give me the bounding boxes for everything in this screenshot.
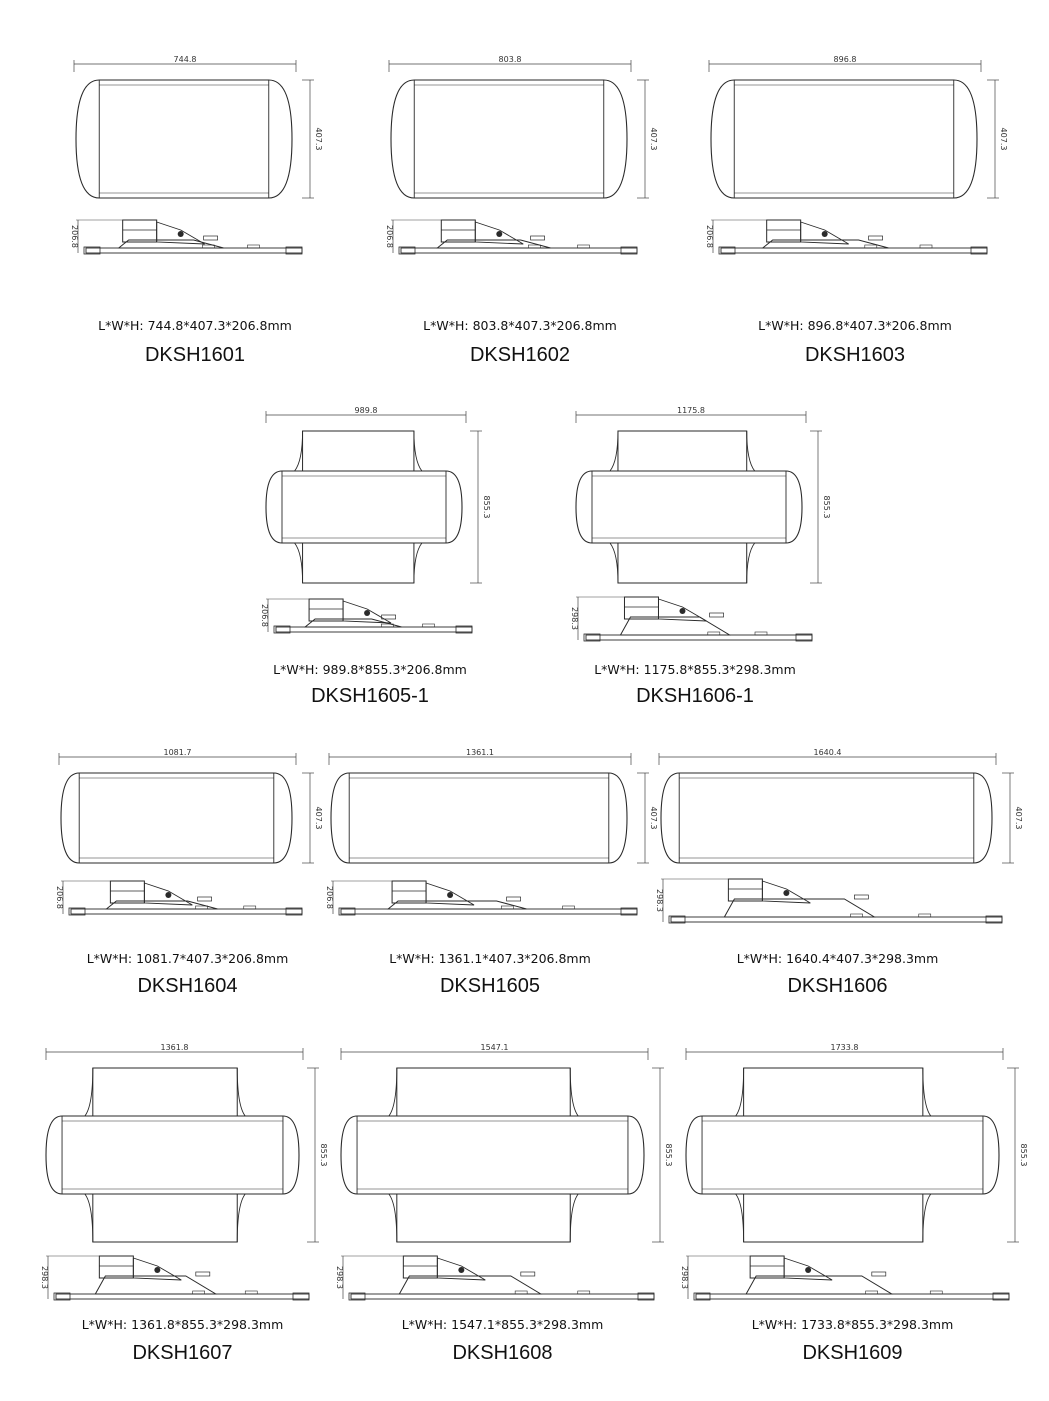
dksh1608-body-outline [341, 1116, 644, 1194]
dksh1605-1-dimensions: L*W*H: 989.8*855.3*206.8mm [273, 662, 467, 677]
dksh1606-1-bottom-arm [618, 543, 747, 583]
dksh1606-driver-box [728, 879, 762, 901]
dksh1607-mount-bolt [154, 1267, 160, 1273]
dksh1609-length-label: 1733.8 [830, 1043, 859, 1052]
dksh1607-driver-box [99, 1256, 133, 1278]
dksh1606-rail-clip-2 [919, 914, 931, 917]
dksh1606-1-rail-clip-2 [755, 632, 767, 635]
dksh1603-length-label: 896.8 [833, 55, 857, 64]
dksh1607-length-label: 1361.8 [160, 1043, 189, 1052]
dksh1604-model: DKSH1604 [137, 975, 238, 997]
dksh1606-1-height-label: 298.3 [570, 607, 579, 630]
dksh1605-mount-bolt [447, 892, 453, 898]
product-dksh1608 [335, 1030, 673, 1375]
dksh1609-height-label: 298.3 [680, 1266, 689, 1289]
dksh1601-model: DKSH1601 [144, 344, 246, 366]
dksh1606-body-outline [661, 773, 992, 863]
dksh1603-housing [763, 240, 889, 248]
dksh1608-top-arm-curve-left [389, 1068, 397, 1116]
dksh1608-width-label: 855.3 [664, 1143, 673, 1167]
product-dksh1607 [40, 1030, 328, 1375]
dksh1609-mount-bolt [805, 1267, 811, 1273]
product-dksh1605-1 [250, 405, 490, 715]
dksh1606-1-top-arm [618, 431, 747, 471]
dksh1608-height-label: 298.3 [335, 1266, 344, 1289]
dksh1605-length-label: 1361.1 [466, 748, 494, 757]
dksh1605-1-bottom-arm-curve-right [414, 543, 422, 583]
dksh1606-1-bottom-arm-curve-left [610, 543, 618, 583]
dksh1603-side-rail [721, 248, 987, 253]
dksh1609-model: DKSH1609 [802, 1342, 903, 1364]
dksh1601-width-label: 407.3 [314, 127, 323, 151]
dksh1608-drawing [335, 1030, 673, 1290]
dksh1605-housing-fin [507, 897, 521, 901]
dksh1604-length-label: 1081.7 [163, 748, 192, 757]
dksh1609-top-arm-curve-right [923, 1068, 931, 1116]
dksh1602-housing [437, 240, 550, 248]
dksh1605-1-driver-box [309, 599, 343, 621]
dksh1605-driver-box [392, 881, 426, 903]
dksh1609-dimensions: L*W*H: 1733.8*855.3*298.3mm [751, 1317, 954, 1332]
dksh1605-side-rail [341, 909, 637, 914]
dksh1603-dimensions: L*W*H: 896.8*407.3*206.8mm [758, 318, 952, 333]
dksh1601-body-outline [76, 80, 292, 198]
dksh1609-width-label: 855.3 [1019, 1143, 1028, 1167]
dksh1605-1-model: DKSH1605-1 [311, 685, 429, 707]
dksh1608-bottom-arm-curve-right [570, 1194, 578, 1242]
dksh1608-length-label: 1547.1 [480, 1043, 509, 1052]
dksh1602-mount-bolt [496, 231, 502, 237]
dksh1606-1-bottom-arm-curve-right [747, 543, 755, 583]
dksh1602-side-rail [401, 248, 637, 253]
dksh1602-housing-fin [531, 236, 545, 240]
dksh1605-1-mount-bolt [364, 610, 370, 616]
dksh1605-dimensions: L*W*H: 1361.1*407.3*206.8mm [389, 951, 591, 966]
dksh1603-mount-bolt [822, 231, 828, 237]
dksh1607-bottom-arm [93, 1194, 237, 1242]
dksh1605-1-top-arm-curve-left [295, 431, 303, 471]
dksh1601-mount-bolt [178, 231, 184, 237]
dksh1603-housing-fin [869, 236, 883, 240]
dksh1607-top-arm [93, 1068, 237, 1116]
product-dksh1601 [70, 50, 323, 370]
dksh1608-dimensions: L*W*H: 1547.1*855.3*298.3mm [401, 1317, 604, 1332]
dksh1606-1-side-rail [586, 635, 812, 640]
dksh1609-top-arm-curve-left [736, 1068, 744, 1116]
dksh1605-1-bottom-arm-curve-left [295, 543, 303, 583]
dksh1608-housing-fin [521, 1272, 535, 1276]
dksh1606-1-width-label: 855.3 [822, 495, 831, 519]
dksh1605-1-width-label: 855.3 [482, 495, 491, 519]
dksh1605-model: DKSH1605 [439, 975, 541, 997]
dksh1609-driver-box [750, 1256, 784, 1278]
dksh1608-top-arm-curve-right [570, 1068, 578, 1116]
dksh1604-body-outline [61, 773, 292, 863]
dksh1605-housing [388, 901, 527, 909]
dksh1601-drawing [70, 50, 323, 300]
dksh1608-top-arm [397, 1068, 570, 1116]
dksh1608-side-rail [351, 1294, 654, 1299]
dksh1608-bottom-arm [397, 1194, 570, 1242]
dksh1607-top-arm-curve-left [85, 1068, 93, 1116]
product-dksh1605 [325, 745, 658, 1005]
product-dksh1606-1 [560, 405, 830, 715]
dksh1609-housing [746, 1276, 892, 1294]
dksh1603-width-label: 407.3 [999, 127, 1008, 151]
dksh1606-1-top-arm-curve-right [747, 431, 755, 471]
dksh1602-width-label: 407.3 [649, 127, 658, 151]
dksh1607-width-label: 855.3 [319, 1143, 328, 1167]
dksh1609-bottom-arm-curve-left [736, 1194, 744, 1242]
dksh1605-1-side-rail [276, 627, 472, 632]
dksh1603-height-label: 206.8 [705, 225, 714, 248]
product-dksh1604 [55, 745, 323, 1005]
product-dksh1609 [680, 1030, 1028, 1375]
dksh1606-1-drawing [560, 405, 830, 660]
dksh1605-1-top-arm-curve-right [414, 431, 422, 471]
dksh1609-side-rail [696, 1294, 1009, 1299]
dksh1609-drawing [680, 1030, 1028, 1290]
dksh1602-drawing [385, 50, 658, 300]
dksh1603-driver-box [767, 220, 801, 242]
dksh1601-length-label: 744.8 [173, 55, 197, 64]
dksh1607-drawing [40, 1030, 328, 1290]
dksh1608-housing [399, 1276, 540, 1294]
product-dksh1603 [705, 50, 1008, 370]
dksh1605-drawing [325, 745, 658, 945]
dksh1605-1-drawing [250, 405, 490, 660]
dksh1605-width-label: 407.3 [649, 806, 658, 830]
dksh1603-drawing [705, 50, 1008, 300]
dksh1609-top-arm [744, 1068, 923, 1116]
dksh1607-bottom-arm-curve-left [85, 1194, 93, 1242]
dksh1605-rail-clip-2 [563, 906, 575, 909]
dksh1604-side-rail [71, 909, 302, 914]
dksh1604-housing-fin [198, 897, 212, 901]
dksh1605-1-rail-clip-2 [423, 624, 435, 627]
dksh1605-1-height-label: 206.8 [260, 604, 269, 627]
dksh1606-housing-fin [854, 895, 868, 899]
dksh1607-dimensions: L*W*H: 1361.8*855.3*298.3mm [81, 1317, 284, 1332]
dksh1606-drawing [655, 745, 1023, 945]
dksh1604-driver-box [110, 881, 144, 903]
dksh1609-housing-fin [872, 1272, 886, 1276]
dksh1606-model: DKSH1606 [787, 975, 888, 997]
dksh1601-height-label: 206.8 [70, 225, 79, 248]
dksh1604-mount-bolt [165, 892, 171, 898]
dksh1609-bottom-arm [744, 1194, 923, 1242]
dksh1606-length-label: 1640.4 [813, 748, 842, 757]
dksh1602-model: DKSH1602 [469, 344, 571, 366]
dksh1606-side-rail [671, 917, 1002, 922]
dksh1609-bottom-arm-curve-right [923, 1194, 931, 1242]
dksh1602-body-outline [391, 80, 627, 198]
dksh1608-driver-box [403, 1256, 437, 1278]
dksh1605-1-bottom-arm [303, 543, 414, 583]
dksh1606-mount-bolt [783, 890, 789, 896]
dksh1605-height-label: 206.8 [325, 886, 334, 909]
dksh1604-rail-clip-2 [244, 906, 256, 909]
dksh1609-body-outline [686, 1116, 999, 1194]
dksh1606-height-label: 298.3 [655, 889, 664, 912]
dksh1607-model: DKSH1607 [132, 1342, 233, 1364]
dksh1602-driver-box [441, 220, 475, 242]
dksh1602-height-label: 206.8 [385, 225, 394, 248]
dksh1601-housing [119, 240, 224, 248]
dksh1606-1-driver-box [624, 597, 658, 619]
dksh1607-bottom-arm-curve-right [237, 1194, 245, 1242]
dksh1606-1-mount-bolt [679, 608, 685, 614]
dksh1607-top-arm-curve-right [237, 1068, 245, 1116]
dksh1602-dimensions: L*W*H: 803.8*407.3*206.8mm [423, 318, 617, 333]
dksh1604-housing [106, 901, 217, 909]
dksh1604-dimensions: L*W*H: 1081.7*407.3*206.8mm [86, 951, 289, 966]
dksh1606-1-dimensions: L*W*H: 1175.8*855.3*298.3mm [594, 662, 796, 677]
dksh1606-width-label: 407.3 [1014, 806, 1023, 830]
dksh1601-side-rail [86, 248, 302, 253]
dksh1606-1-length-label: 1175.8 [677, 406, 705, 415]
dksh1601-housing-fin [204, 236, 218, 240]
dksh1606-1-body-outline [576, 471, 802, 543]
dksh1602-length-label: 803.8 [498, 55, 522, 64]
dksh1608-mount-bolt [458, 1267, 464, 1273]
dksh1607-housing-fin [196, 1272, 210, 1276]
dksh1604-drawing [55, 745, 323, 945]
dksh1607-side-rail [56, 1294, 309, 1299]
dksh1606-dimensions: L*W*H: 1640.4*407.3*298.3mm [736, 951, 939, 966]
dksh1607-height-label: 298.3 [40, 1266, 49, 1289]
product-dksh1606 [655, 745, 1023, 1005]
dksh1604-width-label: 407.3 [314, 806, 323, 830]
dksh1607-body-outline [46, 1116, 299, 1194]
dksh1605-1-top-arm [303, 431, 414, 471]
dksh1608-bottom-arm-curve-left [389, 1194, 397, 1242]
dksh1605-body-outline [331, 773, 627, 863]
dksh1601-driver-box [123, 220, 157, 242]
dksh1608-model: DKSH1608 [452, 1342, 553, 1364]
dksh1603-body-outline [711, 80, 977, 198]
dksh1606-1-model: DKSH1606-1 [636, 685, 754, 707]
dksh1606-1-top-arm-curve-left [610, 431, 618, 471]
dksh1606-1-housing-fin [710, 613, 724, 617]
dksh1604-height-label: 206.8 [55, 886, 64, 909]
product-dksh1602 [385, 50, 658, 370]
dksh1601-dimensions: L*W*H: 744.8*407.3*206.8mm [98, 318, 292, 333]
dksh1605-1-length-label: 989.8 [354, 406, 378, 415]
dksh1605-1-body-outline [266, 471, 462, 543]
dksh1603-model: DKSH1603 [804, 344, 906, 366]
